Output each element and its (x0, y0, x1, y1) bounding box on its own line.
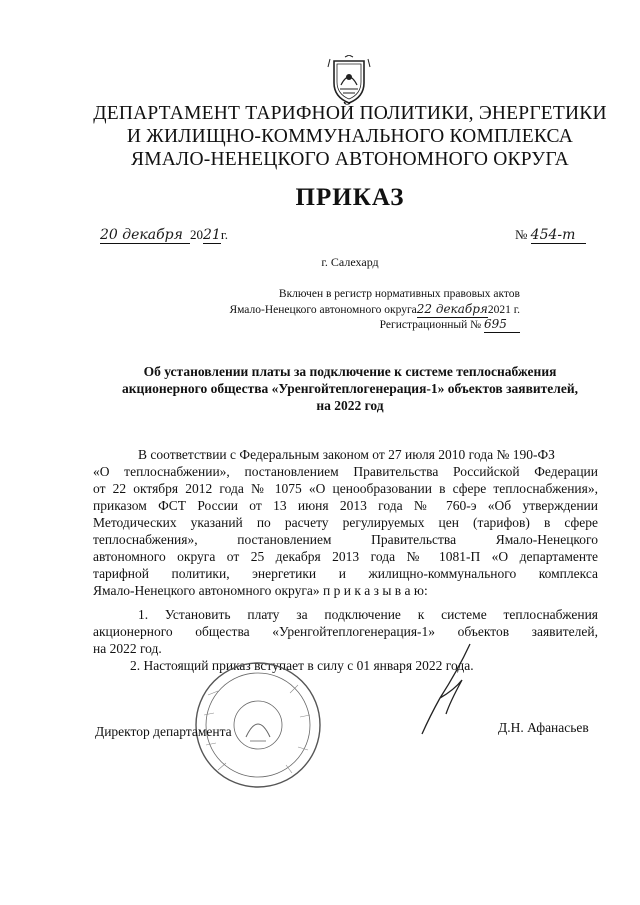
registry-line-2-suffix: 2021 г. (487, 304, 520, 316)
date-year-handwritten: 21 (203, 227, 221, 243)
document-type-title: ПРИКАЗ (295, 184, 405, 211)
order-item-1 (93, 606, 598, 657)
date-day-handwritten: 20 декабря (100, 227, 190, 244)
registry-line-2 (180, 302, 520, 318)
preamble-line: Методических указаний по расчету регулируемых цен (тарифов) в сфере (93, 515, 598, 530)
registry-line-3 (180, 317, 520, 333)
registry-date-handwritten: 22 декабря (416, 302, 488, 316)
subject-line-1: Об установлении платы за подключение к системе теплоснабжения (143, 364, 557, 379)
department-name-line-2: И ЖИЛИЩНО-КОММУНАЛЬНОГО КОМПЛЕКСА (126, 126, 574, 147)
order-item-2: 2. Настоящий приказ вступает в силу с 01 января 2022 года. (130, 658, 474, 673)
number-prefix: № (515, 227, 528, 242)
preamble-line: теплоснабжения», постановлением Правительства Ямало-Ненецкого (93, 532, 598, 547)
date-year-prefix: 20 (190, 227, 203, 242)
coat-of-arms-emblem (326, 55, 372, 105)
preamble-line: Ямало-Ненецкого автономного округа» п р и к а з ы в а ю: (93, 583, 428, 598)
item-1-line: на 2022 год. (93, 641, 162, 656)
handwritten-signature (410, 640, 480, 740)
preamble-line: В соответствии с Федеральным законом от 27 июля 2010 года № 190-ФЗ (138, 447, 555, 462)
number-handwritten: 454-т (531, 227, 586, 244)
preamble-paragraph (93, 446, 598, 599)
subject-line-3: на 2022 год (316, 398, 384, 413)
registry-line-1: Включен в регистр нормативных правовых актов (278, 288, 520, 300)
order-number (515, 227, 586, 244)
preamble-line: приказом ФСТ России от 13 июня 2013 года № 760-э «Об утверждении (93, 498, 598, 513)
item-1-line: акционерного общества «Уренгойтеплогенерация-1» объектов заявителей, (93, 624, 598, 639)
preamble-line: от 22 октября 2012 года № 1075 «О ценообразовании в сфере теплоснабжения», (93, 481, 598, 496)
order-date (100, 227, 228, 244)
item-1-line: 1. Установить плату за подключение к системе теплоснабжения (138, 607, 598, 622)
signatory-position: Директор департамента (95, 724, 232, 739)
date-year-suffix: г. (220, 227, 228, 242)
department-name-line-3: ЯМАЛО-НЕНЕЦКОГО АВТОНОМНОГО ОКРУГА (131, 149, 569, 170)
subject-line-2: акционерного общества «Уренгойтеплогенерация-1» объектов заявителей, (122, 381, 578, 396)
department-name-line-1: ДЕПАРТАМЕНТ ТАРИФНОЙ ПОЛИТИКИ, ЭНЕРГЕТИКИ (93, 103, 607, 124)
registry-line-2-prefix: Ямало-Ненецкого автономного округа (229, 304, 417, 316)
preamble-line: автономного округа от 25 декабря 2013 года № 1081-П «О департаменте (93, 549, 598, 564)
registry-number-handwritten: 695 (484, 317, 520, 333)
signatory-name: Д.Н. Афанасьев (498, 720, 589, 735)
preamble-line: тарифной политики, энергетики и жилищно-коммунального комплекса (93, 566, 598, 581)
registry-number-label: Регистрационный № (379, 319, 482, 331)
city: г. Салехард (321, 255, 379, 269)
preamble-line: «О теплоснабжении», постановлением Правительства Российской Федерации (93, 464, 598, 479)
